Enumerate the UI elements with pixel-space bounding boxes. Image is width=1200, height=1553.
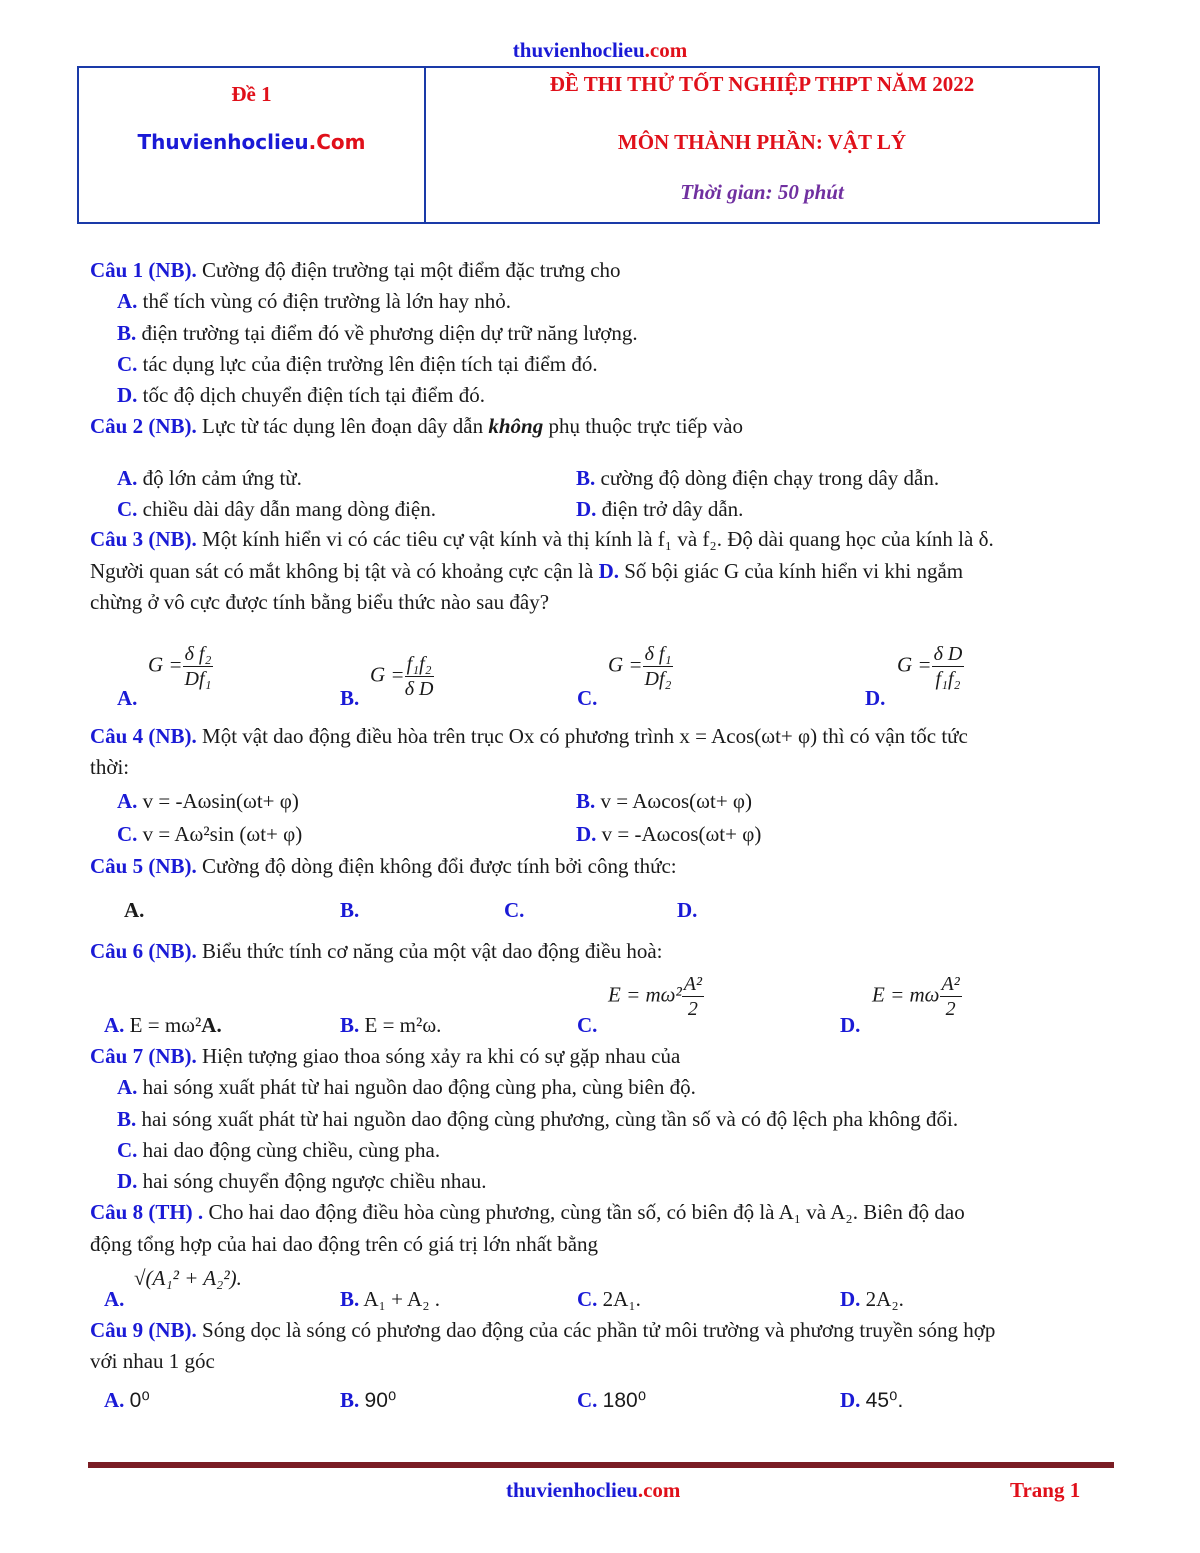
q9-option-a: A. 0⁰ [104,1388,150,1412]
q5-option-d: D. [677,898,698,922]
q1-option-a: A. thể tích vùng có điện trường là lớn hay nhỏ. [117,289,512,313]
q4-option-a: A. v = -Aωsin(ωt+ φ) [117,789,299,813]
footer-divider [88,1462,1114,1468]
q6-option-d-formula: E = mω $\frac{\text{A²}}{2}$ [872,973,960,1020]
q2-option-c: C. chiều dài dây dẫn mang dòng điện. [117,497,437,521]
q6-option-c-letter: C. [577,1013,598,1037]
question-5: Câu 5 (NB). Cường độ dòng điện không đổi được tính bởi công thức: [90,854,677,878]
q3-option-c-formula: G = $\frac{\text{δ f₁}}{\text{Df₂}}$ [608,643,672,690]
q3-option-a-formula: G = $\frac{\text{δ f₂}}{\text{Df₁}}$ [148,643,212,690]
question-6: Câu 6 (NB). Biểu thức tính cơ năng của một vật dao động điều hoà: [90,939,663,963]
q3-option-b-formula: G = $\frac{\text{f₁f₂}}{\text{δ D}}$ [370,653,434,700]
q5-option-a: A. [124,898,145,922]
question-8: Câu 8 (TH) . Cho hai dao động điều hòa cùng phương, cùng tần số, có biên độ là A₁ và A₂. Biên độ dao [90,1200,965,1224]
q2-option-a: A. độ lớn cảm ứng từ. [117,466,302,490]
q9-option-c: C. 180⁰ [577,1388,647,1412]
q1-option-c: C. tác dụng lực của điện trường lên điện tích tại điểm đó. [117,352,598,376]
q3-option-d-letter: D. [865,686,886,710]
q8-option-b: B. A₁ + A₂ . [340,1287,441,1311]
q8-option-d: D. 2A₂. [840,1287,904,1311]
question-4-line-2: thời: [90,755,130,779]
exam-title: ĐỀ THI THỬ TỐT NGHIỆP THPT NĂM 2022 [549,72,975,96]
page-number: Trang 1 [1010,1478,1081,1502]
q7-option-a: A. hai sóng xuất phát từ hai nguồn dao động cùng pha, cùng biên độ. [117,1075,696,1099]
q5-option-c: C. [504,898,525,922]
q3-option-b-letter: B. [340,686,360,710]
q6-option-b: B. E = m²ω. [340,1013,442,1037]
q8-option-c: C. 2A₁. [577,1287,641,1311]
q3-option-c-letter: C. [577,686,598,710]
question-3-line-3: chừng ở vô cực được tính bằng biểu thức nào sau đây? [90,590,550,614]
q3-option-a-letter: A. [117,686,138,710]
exam-header-box [77,66,1100,224]
header-left-cell [79,68,426,222]
q1-option-b: B. điện trường tại điểm đó về phương diện dự trữ năng lượng. [117,321,638,345]
q7-option-d: D. hai sóng chuyển động ngược chiều nhau. [117,1169,487,1193]
q2-option-b: B. cường độ dòng điện chạy trong dây dẫn. [576,466,940,490]
question-3-line-2: Người quan sát có mắt không bị tật và có khoảng cực cận là D. Số bội giác G của kính hiển vi khi ngắm [90,559,964,583]
q5-option-b: B. [340,898,360,922]
q7-option-c: C. hai dao động cùng chiều, cùng pha. [117,1138,441,1162]
footer-site-link[interactable]: thuvienhoclieu.com [506,1478,681,1502]
question-4: Câu 4 (NB). Một vật dao động điều hòa trên trục Ox có phương trình x = Acos(ωt+ φ) thì có vận tốc tức [90,724,968,748]
q6-option-a: A. E = mω²A. [104,1013,222,1037]
brand-logo-text: Thuvienhoclieu.Com [137,130,366,154]
question-9: Câu 9 (NB). Sóng dọc là sóng có phương dao động của các phần tử môi trường và phương truyền sóng hợp [90,1318,996,1342]
header-right-cell [426,68,1098,222]
exam-number: Đề 1 [231,82,272,106]
exam-subject: MÔN THÀNH PHẦN: VẬT LÝ [617,130,907,154]
question-2: Câu 2 (NB). Lực từ tác dụng lên đoạn dây dẫn không phụ thuộc trực tiếp vào [90,414,743,438]
q8-option-a-letter: A. [104,1287,125,1311]
q4-option-c: C. v = Aω²sin (ωt+ φ) [117,822,303,846]
q6-option-c-formula: E = mω² $\frac{\text{A²}}{2}$ [608,973,703,1020]
q4-option-d: D. v = -Aωcos(ωt+ φ) [576,822,762,846]
q1-option-d: D. tốc độ dịch chuyển điện tích tại điểm đó. [117,383,485,407]
q2-option-d: D. điện trở dây dẫn. [576,497,744,521]
header-site-link[interactable]: thuvienhoclieu.com [512,38,688,62]
q8-option-a-formula: √(A₁² + A₂²). [134,1266,242,1290]
q3-option-d-formula: G = $\frac{\text{δ D}}{\text{f₁f₂}}$ [897,643,963,690]
q7-option-b: B. hai sóng xuất phát từ hai nguồn dao động cùng phương, cùng tần số và có độ lệch pha không đổi. [117,1107,959,1131]
question-3: Câu 3 (NB). Một kính hiển vi có các tiêu cự vật kính và thị kính là f₁ và f₂. Độ dài quang học của kính là δ. [90,527,994,551]
q9-option-b: B. 90⁰ [340,1388,397,1412]
question-8-line-2: động tổng hợp của hai dao động trên có giá trị lớn nhất bằng [90,1232,599,1256]
exam-time: Thời gian: 50 phút [680,180,844,204]
question-1: Câu 1 (NB). Cường độ điện trường tại một điểm đặc trưng cho [90,258,621,282]
q6-option-d-letter: D. [840,1013,861,1037]
question-7: Câu 7 (NB). Hiện tượng giao thoa sóng xảy ra khi có sự gặp nhau của [90,1044,681,1068]
q9-option-d: D. 45⁰. [840,1388,904,1412]
question-9-line-2: với nhau 1 góc [90,1349,215,1373]
q4-option-b: B. v = Aωcos(ωt+ φ) [576,789,753,813]
